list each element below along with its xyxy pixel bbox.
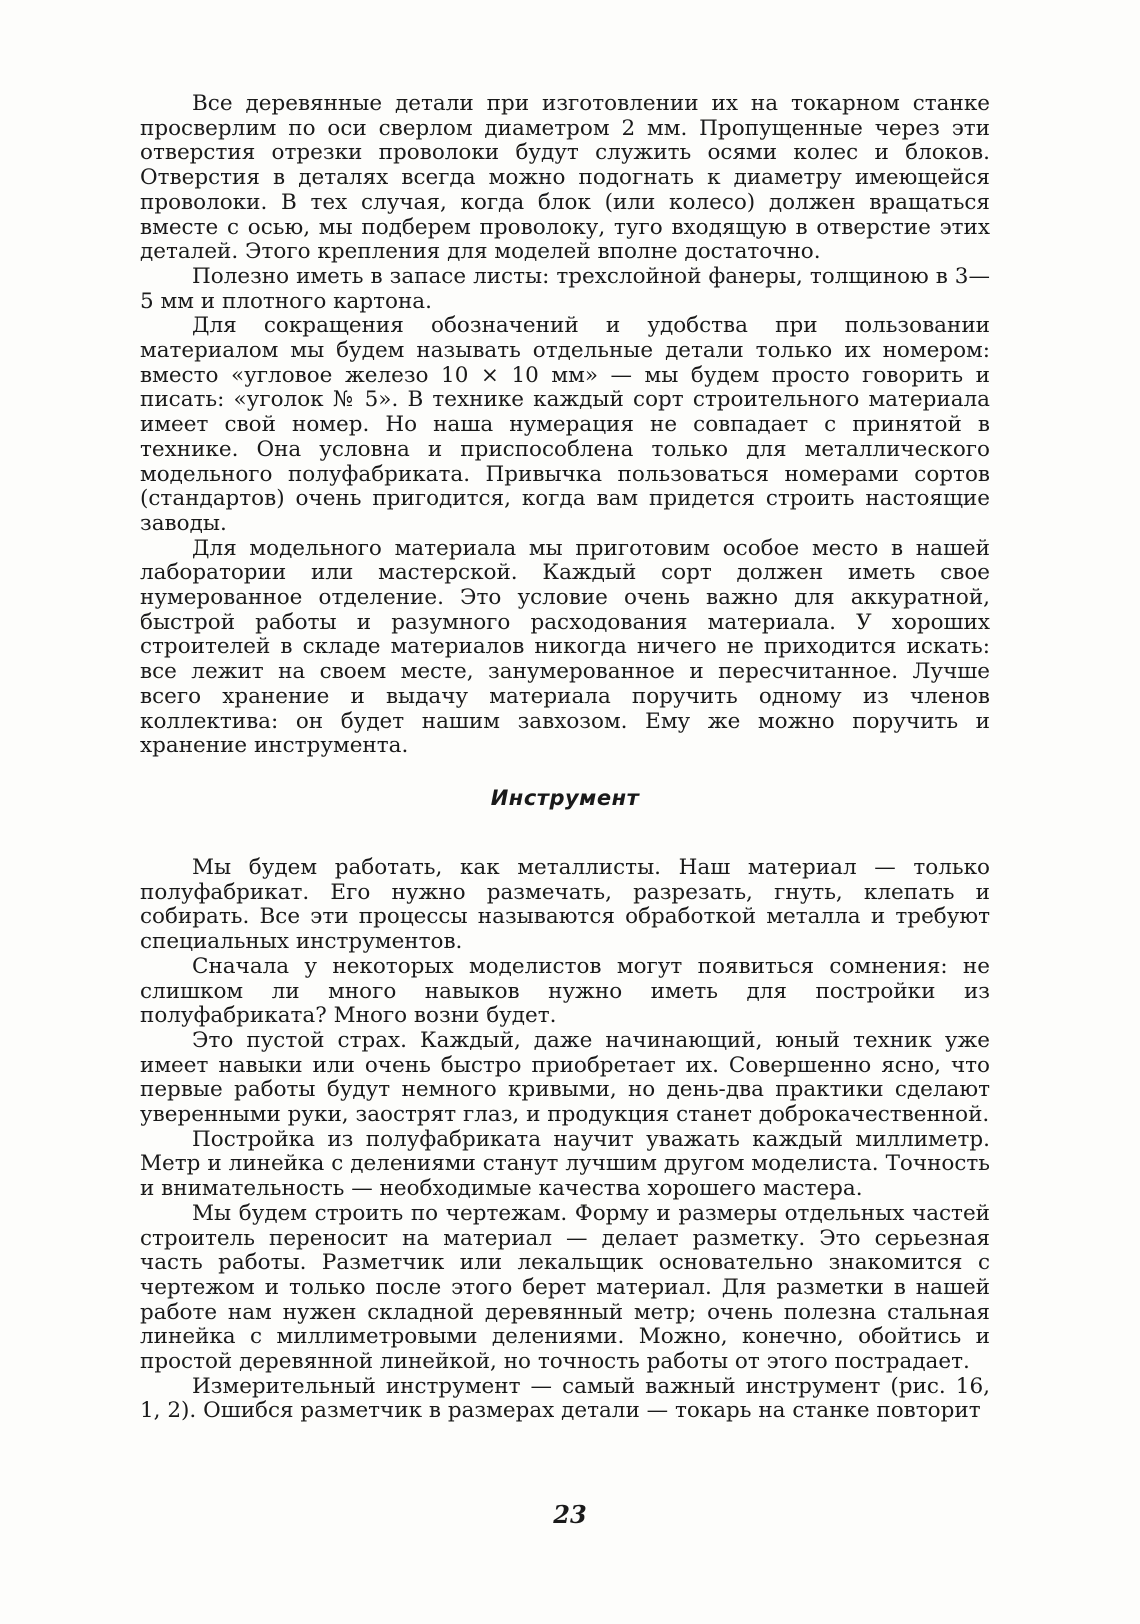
paragraph-metalworkers: Мы будем работать, как металлисты. Наш материал — только полуфабрикат. Его нужно размечать, разрезать, гнуть, клепать и собирать. Все эти процессы называются обработкой металла и требуют специальных инструментов.: [140, 855, 990, 955]
paragraph-measuring-tool: Измерительный инструмент — самый важный инструмент (рис. 16, 1, 2). Ошибся разметчик в размерах детали — токарь на станке повторит: [140, 1373, 990, 1424]
text-block-instrument: [140, 856, 990, 1424]
paragraph-drawings-marking: Мы будем строить по чертежам. Форму и размеры отдельных частей строитель переносит на материал — делает разметку. Это серьезная часть работы. Разметчик или лекальщик основательно знакомится с чертежом и только после этого берет материал. Для разметки в нашей работе нам нужен складной деревянный метр; очень полезна стальная линейка с миллиметровыми делениями. Можно, конечно, обойтись и простой деревянной линейкой, но точность работы от этого пострадает.: [140, 1200, 990, 1375]
paragraph-part-numbering: Для сокращения обозначений и удобства при пользовании материалом мы будем называть отдельные детали только их номером: вместо «угловое железо 10 × 10 мм» — мы будем просто говорить и писать: «уголок № 5». В технике каждый сорт строительного материала имеет свой номер. Но наша нумерация не совпадает с принятой в технике. Она условна и приспособлена только для металлического модельного полуфабриката. Привычка пользоваться номерами сортов (стандартов) очень пригодится, когда вам придется строить настоящие заводы.: [140, 313, 990, 536]
paragraph-material-storage: Для модельного материала мы приготовим особое место в нашей лаборатории или мастерской. Каждый сорт должен иметь свое нумерованное отделение. Это условие очень важно для аккуратной, быстрой работы и разумного расходования материала. У хороших строителей в складе материалов никогда ничего не приходится искать: все лежит на своем месте, занумерованное и пересчитанное. Лучше всего хранение и выдачу материала поручить одному из членов коллектива: он будет нашим завхозом. Ему же можно поручить и хранение инструмента.: [140, 535, 990, 759]
paragraph-millimeter: Постройка из полуфабриката научит уважать каждый миллиметр. Метр и линейка с делениями станут лучшим другом моделиста. Точность и внимательность — необходимые качества хорошего мастера.: [140, 1126, 990, 1202]
paragraph-plywood-stock: Полезно иметь в запасе листы: трехслойной фанеры, толщиною в 3—5 мм и плотного картона.: [140, 263, 990, 314]
page-number: 23: [553, 1500, 587, 1529]
paragraph-doubts: Сначала у некоторых моделистов могут появиться сомнения: не слишком ли много навыков нужно иметь для постройки из полуфабриката? Много возни будет.: [140, 953, 990, 1029]
paragraph-empty-fear: Это пустой страх. Каждый, даже начинающий, юный техник уже имеет навыки или очень быстро приобретает их. Совершенно ясно, что первые работы будут немного кривыми, но день-два практики сделают уверенными руки, заострят глаз, и продукция станет доброкачественной.: [140, 1027, 990, 1128]
section-heading-instrument: Инструмент: [490, 786, 640, 810]
text-block-materials: [140, 92, 990, 759]
paragraph-drilling-parts: Все деревянные детали при изготовлении их на токарном станке просверлим по оси сверлом диаметром 2 мм. Пропущенные через эти отверстия отрезки проволоки будут служить осями колес и блоков. Отверстия в деталях всегда можно подогнать к диаметру имеющейся проволоки. В тех случая, когда блок (или колесо) должен вращаться вместе с осью, мы подберем проволоку, туго входящую в отверстие этих деталей. Этого крепления для моделей вполне достаточно.: [140, 91, 990, 265]
